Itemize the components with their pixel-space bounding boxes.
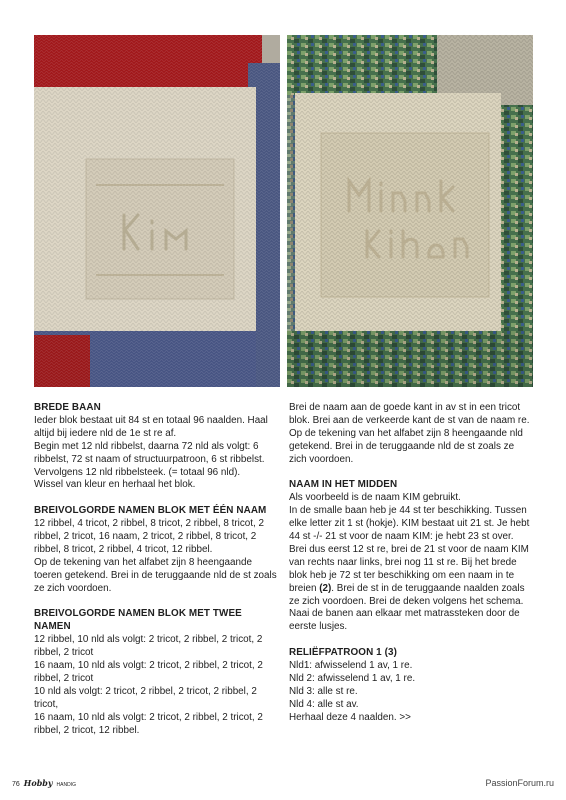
paragraph: Brei de naam aan de goede kant in av st in een tricot blok. Brei aan de verkeerde kant de st van de naam re. Op de tekening van het alfabet zijn 8 heengaande nld getekend. Brei in de teruggaande nld de st zoals ze zich voordoen.	[289, 402, 530, 465]
paragraph: 16 naam, 10 nld als volgt: 2 tricot, 2 ribbel, 2 tricot, 2 ribbel, 2 tricot	[34, 660, 263, 684]
section-heading: NAAM IN HET MIDDEN	[289, 479, 398, 491]
paragraph: Ieder blok bestaat uit 84 st en totaal 96 naalden. Haal altijd bij iedere nld de 1e st re af.	[34, 414, 268, 439]
knitted-blanket-photo-right	[287, 35, 533, 387]
paragraph	[289, 505, 533, 634]
section-heading: BREIVOLGORDE NAMEN BLOK MET TWEE NAMEN	[34, 608, 242, 633]
paragraph: Nld1: afwisselend 1 av, 1 re.	[289, 660, 413, 672]
page-number: 76	[12, 781, 20, 788]
paragraph: Nld 4: alle st av.	[289, 698, 359, 710]
paragraph-gap	[289, 634, 533, 647]
paragraph: 16 naam, 10 nld als volgt: 2 tricot, 2 ribbel, 2 tricot, 2 ribbel, 2 tricot, 12 ribbel.	[34, 711, 263, 736]
paragraph-text: In de smalle baan heb je 44 st ter beschikking. Tussen elke letter zit 1 st (hokje). KIM bestaat uit 21 st. Je hebt 44 st -/- 21 st voor de naam KIM: je hebt 23 st over. Brei dus eerst 12 st re, brei de 21 st voor de naam KIM van rechts naar links, brei nog 11 st re. Bij het brede blok heb je 72 st ter beschikking om een naam in te breien	[289, 505, 530, 594]
paragraph: Wissel van kleur en herhaal het blok.	[34, 479, 196, 491]
paragraph: Herhaal deze 4 naalden. >>	[289, 711, 411, 723]
page-footer	[12, 778, 76, 788]
paragraph: 12 ribbel, 4 tricot, 2 ribbel, 8 tricot, 2 ribbel, 8 tricot, 2 ribbel, 2 tricot, 16 naam, 2 tricot, 2 ribbel, 8 tricot, 2 ribbel, 8 tricot, 2 ribbel, 4 tricot, 12 ribbel.	[34, 518, 264, 555]
paragraph-text: . Brei de st in de teruggaande naalden zoals ze zich voordoen. Brei de deken volgens het schema. Naai de banen aan elkaar met matrassteken door de eerste lusjes.	[289, 582, 525, 633]
magazine-sub: HANDIG	[56, 782, 76, 788]
paragraph: Als voorbeeld is de naam KIM gebruikt.	[289, 492, 461, 504]
section-heading: RELIËFPATROON 1 (3)	[289, 647, 397, 659]
paragraph: Op de tekening van het alfabet zijn 8 heengaande toeren getekend. Brei in de teruggaande nld de st zoals ze zich voordoen.	[34, 556, 277, 594]
section-heading: BREIVOLGORDE NAMEN BLOK MET ÉÉN NAAM	[34, 505, 267, 517]
paragraph-gap	[34, 596, 277, 609]
knitted-blanket-photo-left	[34, 35, 280, 387]
paragraph: Nld 3: alle st re.	[289, 685, 358, 697]
left-text-column	[34, 402, 277, 738]
figure-reference: (2)	[319, 582, 332, 594]
paragraph: 12 ribbel, 10 nld als volgt: 2 tricot, 2 ribbel, 2 tricot, 2 ribbel, 2 tricot	[34, 634, 263, 659]
paragraph-gap	[34, 492, 277, 505]
paragraph-gap	[289, 467, 533, 480]
paragraph: 10 nld als volgt: 2 tricot, 2 ribbel, 2 tricot, 2 ribbel, 2 tricot,	[34, 685, 257, 710]
right-text-column	[289, 402, 533, 725]
paragraph: Begin met 12 nld ribbelst, daarna 72 nld als volgt: 6 ribbelst, 72 st naam of structuurpatroon, 6 st ribbelst.	[34, 440, 265, 465]
magazine-logo: Hobby	[23, 778, 53, 788]
paragraph: Vervolgens 12 nld ribbelsteek. (= totaal 96 nld).	[34, 466, 241, 478]
paragraph: Nld 2: afwisselend 1 av, 1 re.	[289, 673, 416, 684]
watermark: PassionForum.ru	[485, 778, 554, 788]
section-heading: BREDE BAAN	[34, 402, 101, 413]
